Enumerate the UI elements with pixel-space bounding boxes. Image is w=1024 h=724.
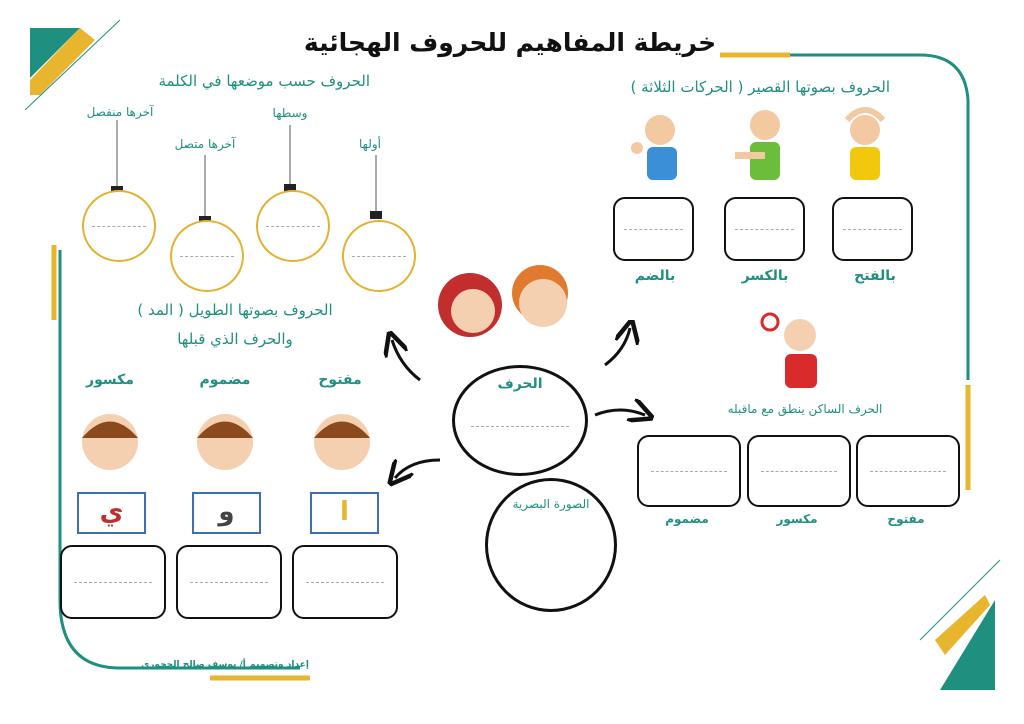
long-heading-line2: والحرف الذي قبلها xyxy=(177,330,293,348)
boy-faces xyxy=(70,400,390,495)
long-box-fatha[interactable] xyxy=(292,545,398,619)
short-box-damma[interactable] xyxy=(613,197,694,261)
short-label-kasra: بالكسر xyxy=(741,268,789,284)
sukun-label-kasra: مكسور xyxy=(776,512,818,526)
sukun-box-damma[interactable] xyxy=(637,435,741,507)
long-label-fatha: مفتوح xyxy=(318,372,362,388)
long-letter-alif: ا xyxy=(310,492,379,534)
position-label-middle: وسطها xyxy=(272,106,308,120)
short-label-fatha: بالفتح xyxy=(854,268,896,284)
short-box-fatha[interactable] xyxy=(832,197,913,261)
short-box-kasra[interactable] xyxy=(724,197,805,261)
ornament-circle-start[interactable] xyxy=(342,220,416,292)
sukun-label-fatha: مفتوح xyxy=(887,512,925,526)
long-box-kasra[interactable] xyxy=(60,545,166,619)
long-label-kasra: مكسور xyxy=(86,372,134,388)
center-circle-visual[interactable] xyxy=(485,478,617,612)
sukun-label-damma: مضموم xyxy=(665,512,709,526)
sukun-heading: الحرف الساكن ينطق مع ماقبله xyxy=(727,402,883,416)
short-label-damma: بالضم xyxy=(634,268,676,284)
position-label-start: أولها xyxy=(359,137,381,151)
kids-illustrations xyxy=(625,100,895,190)
position-label-end-separate: آخرها منفصل xyxy=(86,105,154,119)
long-label-damma: مضموم xyxy=(199,372,251,388)
center-letter-label: الحرف xyxy=(497,376,543,392)
long-letter-ya: ي xyxy=(77,492,146,534)
ornament-circle-middle[interactable] xyxy=(256,190,330,262)
sukun-box-kasra[interactable] xyxy=(747,435,851,507)
arrows xyxy=(380,320,660,490)
ornament-circle-end-separate[interactable] xyxy=(82,190,156,262)
long-letter-waw: و xyxy=(192,492,261,534)
long-heading-line1: الحروف بصوتها الطويل ( المد ) xyxy=(137,301,333,319)
position-label-end-connected: آخرها متصل xyxy=(174,137,236,151)
sukun-box-fatha[interactable] xyxy=(856,435,960,507)
short-heading: الحروف بصوتها القصير ( الحركات الثلاثة ) xyxy=(630,78,890,96)
center-visual-label: الصورة البصرية xyxy=(512,497,590,511)
sukun-illustration xyxy=(760,310,840,390)
position-heading: الحروف حسب موضعها في الكلمة xyxy=(158,72,370,90)
footer-credit: إعداد وتصميم أ/ يوسف صالح الحجوري xyxy=(141,660,309,670)
ornament-circle-end-connected[interactable] xyxy=(170,220,244,292)
page-title: خريطة المفاهيم للحروف الهجائية xyxy=(303,28,717,57)
long-box-damma[interactable] xyxy=(176,545,282,619)
